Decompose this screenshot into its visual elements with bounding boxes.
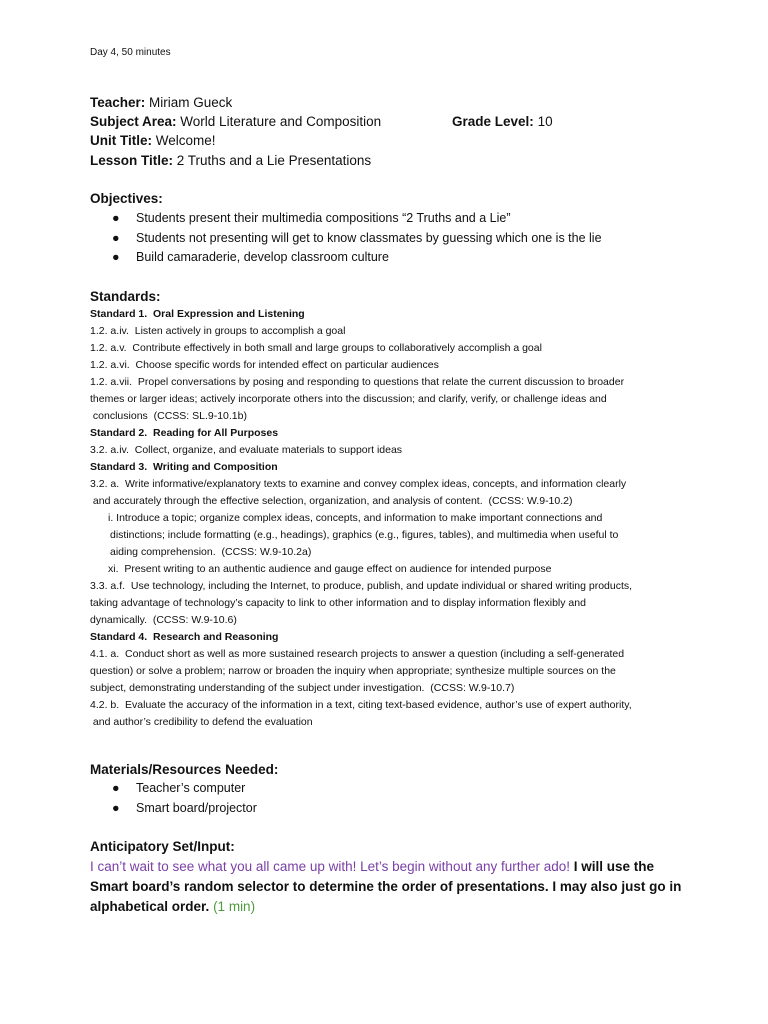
anticipatory-heading: Anticipatory Set/Input: bbox=[90, 839, 235, 854]
standard-line: 3.3. a.f. Use technology, including the Internet, to produce, publish, and update individual or shared writing products, bbox=[90, 580, 633, 592]
unit-line bbox=[90, 133, 216, 148]
anticipatory-text-3: alphabetical order. bbox=[90, 899, 210, 914]
standard-line: 1.2. a.v. Contribute effectively in both small and large groups to collaboratively accomplish a goal bbox=[90, 342, 542, 354]
standards-heading: Standards: bbox=[90, 289, 161, 304]
teacher-label: Teacher: bbox=[90, 95, 146, 110]
standards-block bbox=[90, 306, 690, 731]
list-item: ● Students present their multimedia compositions “2 Truths and a Lie” bbox=[112, 211, 511, 225]
list-item: ● Build camaraderie, develop classroom culture bbox=[112, 250, 389, 264]
grade-line bbox=[452, 114, 553, 129]
lesson-label: Lesson Title: bbox=[90, 153, 174, 168]
grade-label: Grade Level: bbox=[452, 114, 534, 129]
materials-list bbox=[112, 781, 257, 820]
objectives-heading: Objectives: bbox=[90, 191, 163, 206]
standard-heading: Standard 4. Research and Reasoning bbox=[90, 631, 279, 643]
lesson-line bbox=[90, 153, 371, 168]
unit-value: Welcome! bbox=[155, 133, 216, 148]
standard-line: conclusions (CCSS: SL.9-10.1b) bbox=[90, 410, 247, 422]
list-item: ● Students not presenting will get to know classmates by guessing which one is the lie bbox=[112, 230, 602, 245]
bullet-icon: ● bbox=[112, 250, 120, 264]
standard-line: subject, demonstrating understanding of the subject under investigation. (CCSS: W.9-10.7) bbox=[90, 682, 515, 694]
materials-heading: Materials/Resources Needed: bbox=[90, 762, 279, 777]
standard-line: 1.2. a.vii. Propel conversations by posing and responding to questions that relate the current discussion to broader bbox=[90, 376, 625, 388]
standard-line: and accurately through the effective selection, organization, and analysis of content. (CCSS: W.9-10.2) bbox=[90, 495, 573, 507]
standard-heading: Standard 1. Oral Expression and Listening bbox=[90, 308, 305, 320]
standard-line: 3.2. a.iv. Collect, organize, and evaluate materials to support ideas bbox=[90, 444, 403, 456]
standard-heading: Standard 2. Reading for All Purposes bbox=[90, 427, 279, 439]
lesson-value: 2 Truths and a Lie Presentations bbox=[176, 153, 372, 168]
subject-line bbox=[90, 114, 381, 129]
standard-line: xi. Present writing to an authentic audience and gauge effect on audience for intended purpose bbox=[108, 563, 552, 575]
subject-label: Subject Area: bbox=[90, 114, 177, 129]
anticipatory-line-1 bbox=[90, 859, 654, 874]
objectives-list bbox=[112, 211, 602, 270]
bullet-icon: ● bbox=[112, 800, 120, 815]
list-item: ● Smart board/projector bbox=[112, 800, 257, 815]
time-note: (1 min) bbox=[213, 899, 256, 914]
teacher-line bbox=[90, 95, 232, 110]
anticipatory-quote: I can’t wait to see what you all came up with! Let’s begin without any further ado! bbox=[90, 859, 571, 874]
unit-label: Unit Title: bbox=[90, 133, 152, 148]
standard-line: taking advantage of technology’s capacity to link to other information and to display information flexibly and bbox=[90, 597, 586, 609]
day-note: Day 4, 50 minutes bbox=[90, 47, 171, 58]
standard-line: 1.2. a.vi. Choose specific words for intended effect on particular audiences bbox=[90, 359, 439, 371]
bullet-icon: ● bbox=[112, 781, 120, 795]
standard-line: 4.1. a. Conduct short as well as more sustained research projects to answer a question (including a self-generated bbox=[90, 648, 625, 660]
standard-line: aiding comprehension. (CCSS: W.9-10.2a) bbox=[110, 546, 312, 558]
standard-line: 4.2. b. Evaluate the accuracy of the information in a text, citing text-based evidence, author’s use of expert authority, bbox=[90, 699, 632, 711]
list-item: ● Teacher’s computer bbox=[112, 781, 246, 795]
grade-value: 10 bbox=[537, 114, 553, 129]
standard-line: 1.2. a.iv. Listen actively in groups to accomplish a goal bbox=[90, 325, 346, 337]
standard-line: and author’s credibility to defend the evaluation bbox=[90, 716, 313, 728]
subject-value: World Literature and Composition bbox=[180, 114, 382, 129]
anticipatory-line-2: Smart board’s random selector to determine the order of presentations. I may also just go in bbox=[90, 879, 682, 894]
standard-line: i. Introduce a topic; organize complex ideas, concepts, and information to make important connections and bbox=[108, 512, 603, 524]
standard-line: question) or solve a problem; narrow or broaden the inquiry when appropriate; synthesize multiple sources on the bbox=[90, 665, 616, 677]
anticipatory-line-3 bbox=[90, 899, 255, 914]
teacher-name: Miriam Gueck bbox=[149, 95, 233, 110]
bullet-icon: ● bbox=[112, 230, 120, 245]
standard-heading: Standard 3. Writing and Composition bbox=[90, 461, 278, 473]
standard-line: dynamically. (CCSS: W.9-10.6) bbox=[90, 614, 237, 626]
standard-line: themes or larger ideas; actively incorporate others into the discussion; and clarify, verify, or challenge ideas and bbox=[90, 393, 607, 405]
anticipatory-text-1: I will use the bbox=[570, 859, 655, 874]
standard-line: distinctions; include formatting (e.g., headings), graphics (e.g., figures, tables), and multimedia when useful to bbox=[110, 529, 619, 541]
standard-line: 3.2. a. Write informative/explanatory texts to examine and convey complex ideas, concepts, and information clearly bbox=[90, 478, 627, 490]
bullet-icon: ● bbox=[112, 211, 120, 225]
